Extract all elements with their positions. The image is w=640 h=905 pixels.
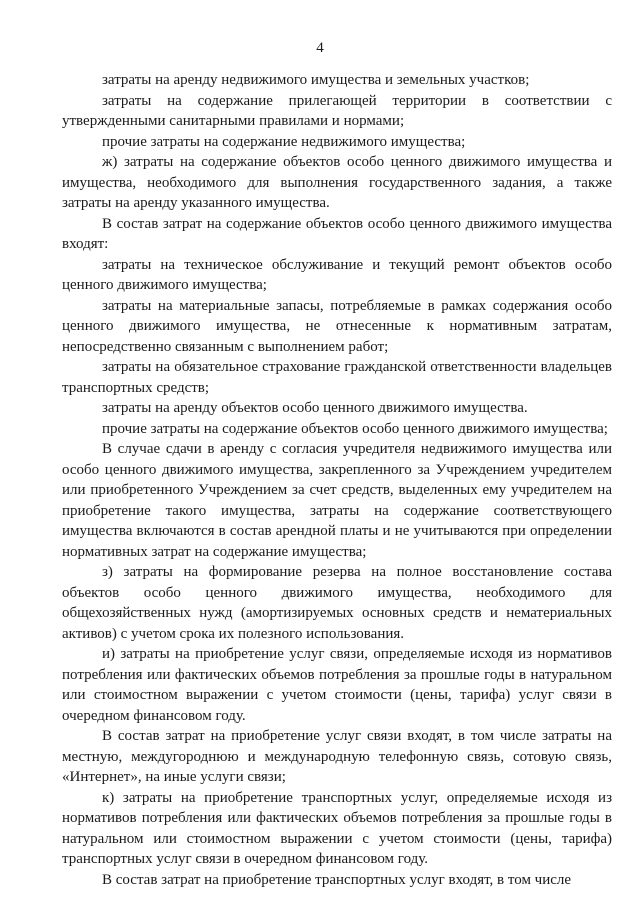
paragraph: к) затраты на приобретение транспортных услуг, определяемые исходя из нормативов потребления или фактических объемов потребления за прошлые годы в натуральном или стоимостном выражении с учетом стоимости (цены, тарифа) транспортных услуг связи в очередном финансовом году. — [62, 789, 612, 867]
paragraph: затраты на обязательное страхование гражданской ответственности владельцев транспортных средств; — [62, 359, 612, 396]
paragraph: з) затраты на формирование резерва на полное восстановление состава объектов особо ценного движимого имущества, необходимого для общехозяйственных нужд (амортизируемых основных средств и нематериальных активов) с учетом срока их полезного использования. — [62, 564, 612, 642]
document-body — [62, 70, 612, 890]
paragraph: затраты на материальные запасы, потребляемые в рамках содержания особо ценного движимого имущества, не отнесенные к нормативным затратам, непосредственно связанным с выполнением работ; — [62, 297, 612, 355]
page-number: 4 — [316, 40, 324, 56]
paragraph: В состав затрат на приобретение услуг связи входят, в том числе затраты на местную, междугороднюю и международную телефонную связь, сотовую связь, «Интернет», на иные услуги связи; — [62, 728, 612, 785]
paragraph: и) затраты на приобретение услуг связи, определяемые исходя из нормативов потребления или фактических объемов потребления за прошлые годы в натуральном или стоимостном выражении с учетом стоимости (цены, тарифа) услуг связи в очередном финансовом году. — [62, 646, 612, 724]
paragraph: затраты на техническое обслуживание и текущий ремонт объектов особо ценного движимого имущества; — [62, 256, 612, 293]
paragraph: В состав затрат на приобретение транспортных услуг входят, в том числе — [102, 871, 572, 888]
paragraph: прочие затраты на содержание объектов особо ценного движимого имущества; — [102, 420, 608, 437]
paragraph: затраты на аренду объектов особо ценного движимого имущества. — [102, 400, 528, 416]
paragraph: ж) затраты на содержание объектов особо ценного движимого имущества и имущества, необходимого для выполнения государственного задания, а также затраты на аренду указанного имущества. — [62, 154, 612, 211]
paragraph: затраты на аренду недвижимого имущества и земельных участков; — [102, 72, 530, 88]
paragraph: прочие затраты на содержание недвижимого имущества; — [102, 133, 466, 150]
paragraph: В состав затрат на содержание объектов особо ценного движимого имущества входят: — [62, 215, 612, 252]
paragraph: В случае сдачи в аренду с согласия учредителя недвижимого имущества или особо ценного движимого имущества, закрепленного за Учреждением учредителем или приобретенного Учреждением за счет средств, выделенных ему учредителем на приобретение такого имущества, затраты на содержание соответствующего имущества включаются в состав арендной платы и не учитываются при определении нормативных затрат на содержание имущества; — [62, 441, 612, 560]
paragraph: затраты на содержание прилегающей территории в соответствии с утвержденными санитарными правилами и нормами; — [62, 92, 612, 129]
